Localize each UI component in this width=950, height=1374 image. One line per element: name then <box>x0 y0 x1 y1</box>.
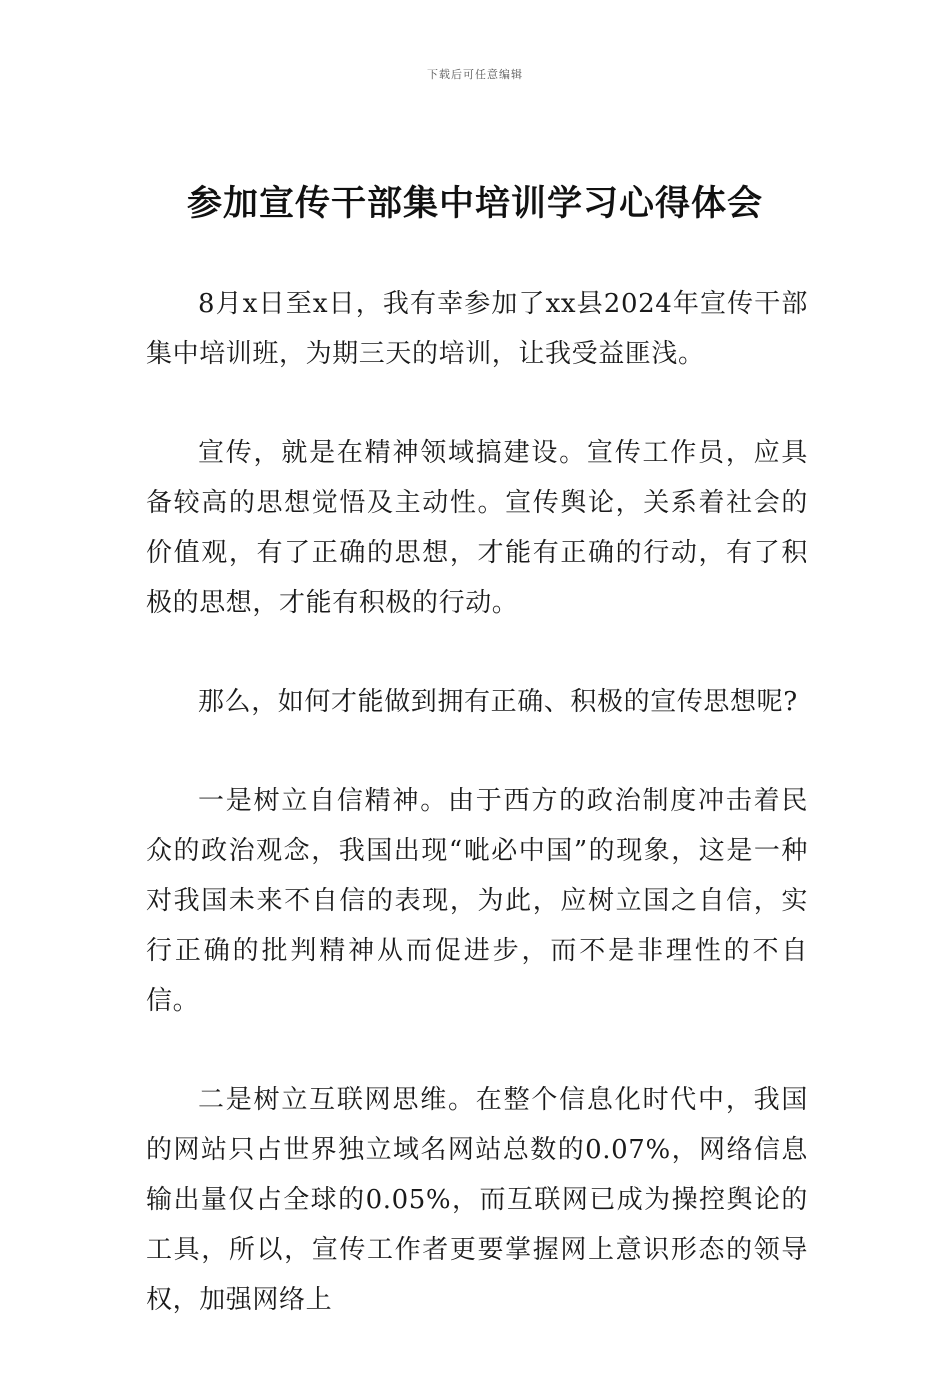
paragraph-point-two: 二是树立互联网思维。在整个信息化时代中，我国的网站只占世界独立域名网站总数的0.07%，网络信息输出量仅占全球的0.05%，而互联网已成为操控舆论的工具，所以，宣传工作者更要掌握网上意识形态的领导权，加强网络上 <box>146 1085 808 1315</box>
paragraph-intro: 8月x日至x日，我有幸参加了xx县2024年宣传干部集中培训班，为期三天的培训，让我受益匪浅。 <box>146 289 808 369</box>
paragraph-point-one: 一是树立自信精神。由于西方的政治制度冲击着民众的政治观念，我国出现“呲必中国”的现象，这是一种对我国未来不自信的表现，为此，应树立国之自信，实行正确的批判精神从而促进步，而不是非理性的不自信。 <box>146 786 808 1016</box>
paragraph-propaganda-definition: 宣传，就是在精神领域搞建设。宣传工作员，应具备较高的思想觉悟及主动性。宣传舆论，关系着社会的价值观，有了正确的思想，才能有正确的行动，有了积极的思想，才能有积极的行动。 <box>146 438 808 618</box>
document-body <box>146 279 808 1374</box>
document-title: 参加宣传干部集中培训学习心得体会 <box>186 184 763 224</box>
header-note: 下载后可任意编辑 <box>427 68 523 81</box>
paragraph-question: 那么，如何才能做到拥有正确、积极的宣传思想呢? <box>198 687 798 717</box>
